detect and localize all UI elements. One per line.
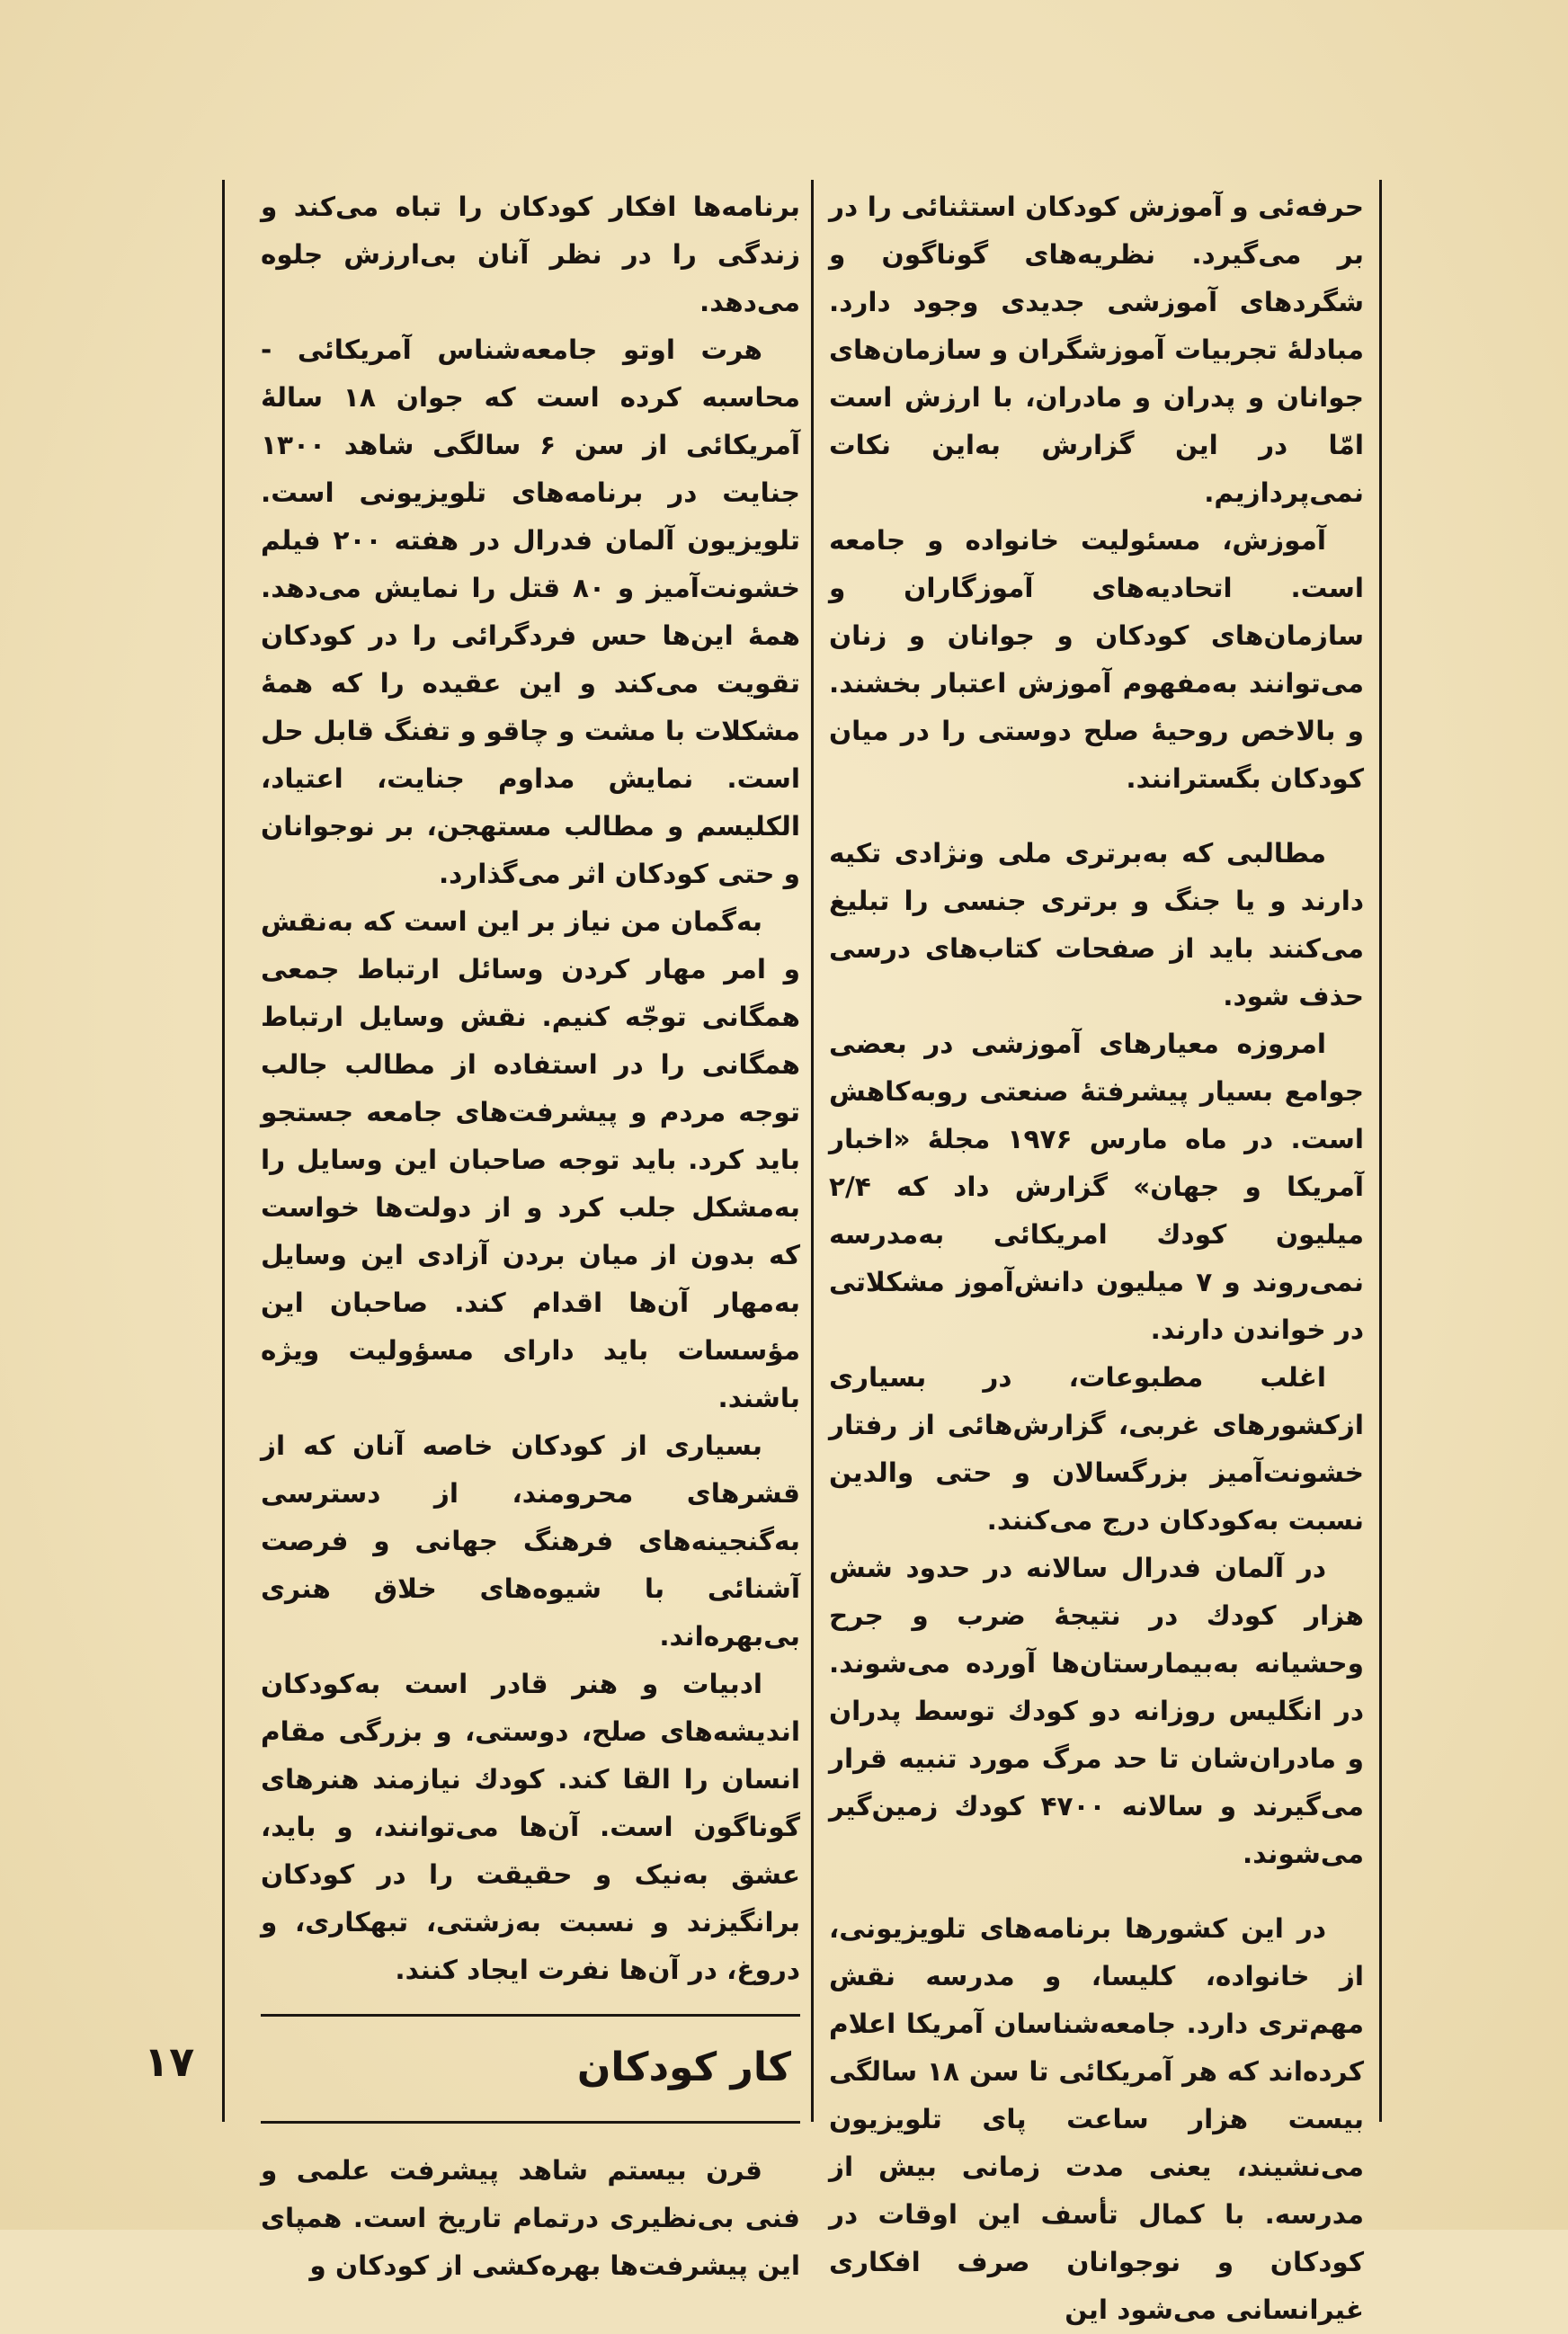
page-number: ۱۷ bbox=[144, 2037, 195, 2086]
paragraph: برنامه‌ها افکار کودکان را تباه می‌کند و زندگی را در نظر آنان بی‌ارزش جلوه می‌دهد. bbox=[261, 192, 800, 317]
left-column bbox=[261, 183, 800, 2290]
paragraph: در این کشورها برنامه‌های تلویزیونی، از خانواده، کلیسا، و مدرسه نقش مهم‌تری دارد. جامعه‌شناسان آمریکا اعلام کرده‌اند که هر آمریکائی تا سن ۱۸ سالگی بیست هزار ساعت پای تلویزیون می‌نشیند، یعنی مدت زمانی بیش از مدرسه. با کمال تأسف این اوقات در کودکان و نوجوانان صرف افکاری غیرانسانی می‌شود این bbox=[829, 1913, 1365, 2325]
paragraph: مطالبی که به‌برتری ملی ونژادی تکیه دارند و یا جنگ و برتری جنسی را تبلیغ می‌کنند باید از صفحات کتاب‌های درسی حذف شود. bbox=[829, 838, 1364, 1011]
section-rule-top bbox=[261, 2014, 800, 2017]
right-column-border bbox=[1379, 180, 1382, 2122]
paragraph: بسیاری از کودکان خاصه آنان که از قشرهای محرومند، از دسترسی به‌گنجینه‌های فرهنگ جهانی و فرصت آشنائی با شیوه‌های خلاق هنری بی‌بهره‌اند. bbox=[261, 1430, 800, 1652]
left-column-border bbox=[222, 180, 225, 2122]
paragraph: اغلب مطبوعات، در بسیاری ازکشورهای غربی، گزارش‌هائی از رفتار خشونت‌آمیز بزرگسالان و حتی والدین نسبت به‌کودکان درج می‌کنند. bbox=[829, 1362, 1364, 1536]
paragraph: در آلمان فدرال سالانه در حدود شش هزار کودك در نتیجهٔ ضرب و جرح وحشیانه به‌بیمارستان‌ها آورده می‌شوند. در انگلیس روزانه دو کودك توسط پدران و مادران‌شان تا حد مرگ مورد تنبیه قرار می‌گیرند و سالانه ۴۷۰۰ کودك زمین‌گیر می‌شوند. bbox=[829, 1553, 1364, 1869]
paragraph: ادبیات و هنر قادر است به‌کودکان اندیشه‌های صلح، دوستی، و بزرگی مقام انسان را القا کند. کودك نیازمند هنرهای گوناگون است. آن‌ها می‌توانند، و باید، عشق به‌نیک و حقیقت را در کودکان برانگیزند و نسبت به‌زشتی، تبهکاری، و دروغ، در آن‌ها نفرت ایجاد کنند. bbox=[261, 1669, 800, 1985]
paragraph: هرت اوتو جامعه‌شناس آمریکائی - محاسبه کرده است که جوان ۱۸ سالهٔ آمریکائی از سن ۶ سالگی شاهد ۱۳۰۰ جنایت در برنامه‌های تلویزیونی است. تلویزیون آلمان فدرال در هفته ۲۰۰ فیلم خشونت‌آمیز و ۸۰ قتل را نمایش می‌دهد. همهٔ این‌ها حس فردگرائی را در کودکان تقویت می‌کند و این عقیده را که همهٔ مشکلات با مشت و چاقو و تفنگ قابل حل است. نمایش مداوم جنایت، اعتیاد، الکلیسم و مطالب مستهجن، بر نوجوانان و حتی کودکان اثر می‌گذارد. bbox=[261, 334, 801, 889]
paragraph: حرفه‌ئی و آموزش کودکان استثنائی را در بر می‌گیرد. نظریه‌های گوناگون و شگردهای آموزشی جدیدی وجود دارد. مبادلهٔ تجربیات آموزشگران و سازمان‌های جوانان و پدران و مادران، با ارزش است امّا در این گزارش به‌این نکات نمی‌پردازیم. bbox=[829, 192, 1364, 508]
section-rule-bottom bbox=[261, 2121, 800, 2124]
paragraph: آموزش، مسئولیت خانواده و جامعه است. اتحادیه‌های آموزگاران و سازمان‌های کودکان و جوانان و زنان می‌توانند به‌مفهوم آموزش اعتبار بخشند. و بالاخص روحیهٔ صلح دوستی را در میان کودکان بگسترانند. bbox=[829, 525, 1364, 794]
paragraph: قرن بیستم شاهد پیشرفت علمی و فنی بی‌نظیری درتمام تاریخ است. همپای این پیشرفت‌ها بهره‌کشی از کودکان و bbox=[261, 2155, 800, 2281]
section-title: کار کودکان bbox=[576, 2044, 791, 2090]
paragraph: به‌گمان من نیاز بر این است که به‌نقش و امر مهار کردن وسائل ارتباط جمعی همگانی توجّه کنیم. نقش وسایل ارتباط همگانی را در استفاده از مطالب جالب توجه مردم و پیشرفت‌های جامعه جستجو باید کرد. باید توجه صاحبان این وسایل را به‌مشکل جلب کرد و از دولت‌ها خواست که بدون از میان بردن آزادی این وسایل به‌مهار آن‌ها اقدام کند. صاحبان این مؤسسات باید دارای مسؤولیت ویژه باشند. bbox=[261, 906, 800, 1413]
column-divider bbox=[811, 180, 814, 2122]
right-column bbox=[829, 183, 1364, 2334]
paragraph: امروزه معیارهای آموزشی در بعضی جوامع بسیار پیشرفتهٔ صنعتی روبه‌کاهش است. در ماه مارس ۱۹۷۶ مجلهٔ «اخبار آمریکا و جهان» گزارش داد که ۲/۴ میلیون کودك امریکائی به‌مدرسه نمی‌روند و ۷ میلیون دانش‌آموز مشکلاتی در خواندن دارند. bbox=[829, 1029, 1365, 1345]
